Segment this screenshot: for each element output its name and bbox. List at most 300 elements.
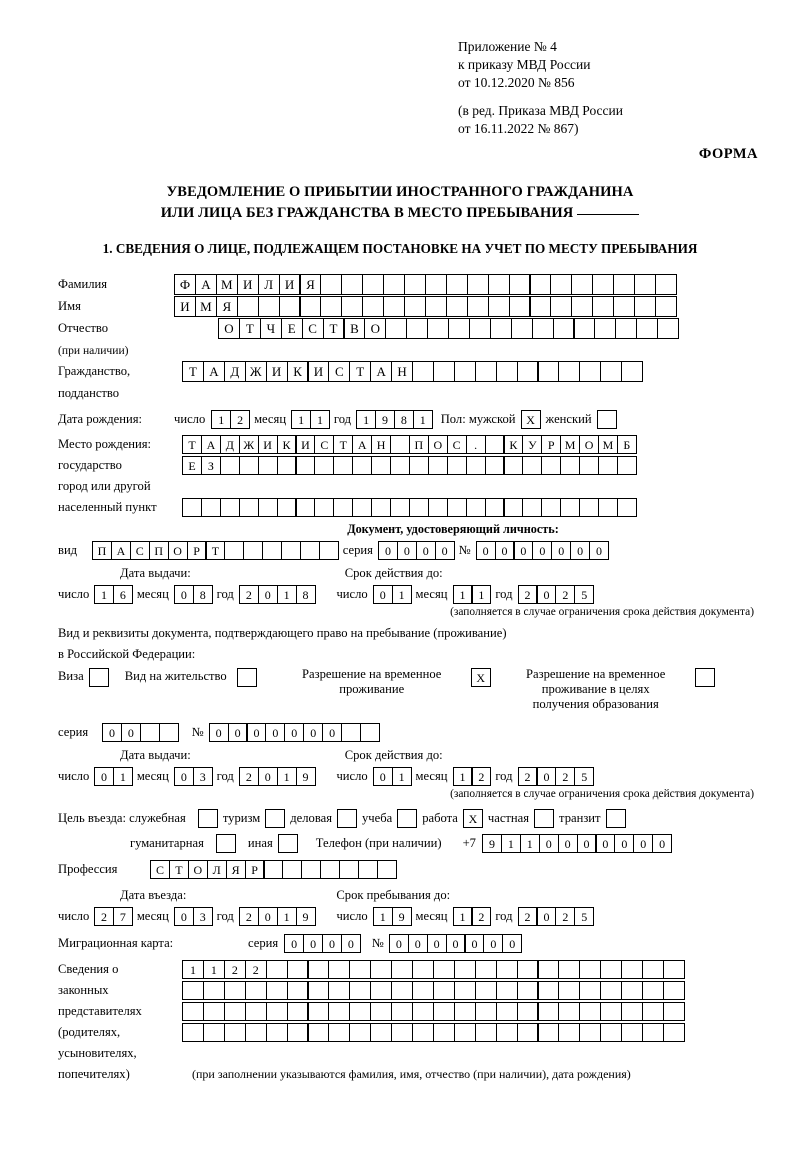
char-cell[interactable]: 1 <box>291 410 311 429</box>
char-cell[interactable] <box>360 723 380 742</box>
char-cell[interactable]: Е <box>281 318 303 339</box>
char-cell[interactable]: 9 <box>296 767 316 786</box>
char-cell[interactable]: 1 <box>356 410 376 429</box>
char-cell[interactable] <box>427 318 449 339</box>
char-cell[interactable] <box>571 274 593 295</box>
char-cell[interactable]: 0 <box>209 723 229 742</box>
char-cell[interactable]: 0 <box>397 541 417 560</box>
entry-year-input[interactable] <box>239 907 315 926</box>
char-cell[interactable]: И <box>279 274 301 295</box>
char-cell[interactable] <box>333 456 353 475</box>
char-cell[interactable]: 1 <box>277 907 297 926</box>
char-cell[interactable] <box>475 981 497 1000</box>
purpose-business-checkbox[interactable] <box>337 809 357 828</box>
char-cell[interactable]: 1 <box>182 960 204 979</box>
birth-day-input[interactable] <box>211 410 249 429</box>
purpose-transit-checkbox[interactable] <box>606 809 626 828</box>
char-cell[interactable]: 0 <box>228 723 248 742</box>
char-cell[interactable]: Ж <box>239 435 259 454</box>
char-cell[interactable]: 0 <box>502 934 522 953</box>
char-cell[interactable]: Р <box>541 435 561 454</box>
char-cell[interactable]: 3 <box>193 767 213 786</box>
char-cell[interactable]: 0 <box>483 934 503 953</box>
char-cell[interactable] <box>201 498 221 517</box>
char-cell[interactable] <box>371 498 391 517</box>
char-cell[interactable]: 9 <box>482 834 502 853</box>
char-cell[interactable] <box>475 960 497 979</box>
char-cell[interactable]: 0 <box>446 934 466 953</box>
char-cell[interactable]: 0 <box>378 541 398 560</box>
char-cell[interactable]: С <box>150 860 170 879</box>
char-cell[interactable] <box>454 981 476 1000</box>
char-cell[interactable] <box>349 981 371 1000</box>
char-cell[interactable] <box>642 1002 664 1021</box>
migration-series-input[interactable] <box>284 934 360 953</box>
char-cell[interactable] <box>592 274 614 295</box>
char-cell[interactable] <box>300 541 320 560</box>
char-cell[interactable] <box>517 1023 539 1042</box>
char-cell[interactable] <box>529 296 551 317</box>
char-cell[interactable]: 0 <box>495 541 515 560</box>
char-cell[interactable] <box>541 456 561 475</box>
char-cell[interactable]: 0 <box>595 834 615 853</box>
char-cell[interactable] <box>349 960 371 979</box>
profession-input[interactable] <box>150 860 396 879</box>
char-cell[interactable] <box>370 1023 392 1042</box>
char-cell[interactable] <box>425 296 447 317</box>
doc-number-input[interactable] <box>476 541 608 560</box>
stay-until-year-input[interactable] <box>518 907 594 926</box>
char-cell[interactable] <box>634 296 656 317</box>
char-cell[interactable] <box>600 361 622 382</box>
temp-residence-checkbox[interactable]: X <box>471 668 491 687</box>
char-cell[interactable] <box>328 981 350 1000</box>
char-cell[interactable] <box>558 361 580 382</box>
char-cell[interactable] <box>262 541 282 560</box>
char-cell[interactable] <box>412 1002 434 1021</box>
char-cell[interactable] <box>371 456 391 475</box>
char-cell[interactable] <box>390 435 410 454</box>
char-cell[interactable]: 0 <box>121 723 141 742</box>
char-cell[interactable] <box>404 296 426 317</box>
char-cell[interactable]: М <box>195 296 217 317</box>
entry-day-input[interactable] <box>94 907 132 926</box>
char-cell[interactable] <box>657 318 679 339</box>
char-cell[interactable] <box>390 456 410 475</box>
char-cell[interactable] <box>522 456 542 475</box>
char-cell[interactable] <box>159 723 179 742</box>
char-cell[interactable]: 0 <box>536 767 556 786</box>
char-cell[interactable] <box>307 981 329 1000</box>
char-cell[interactable] <box>237 296 259 317</box>
char-cell[interactable]: 2 <box>224 960 246 979</box>
char-cell[interactable] <box>263 860 283 879</box>
char-cell[interactable] <box>537 1023 559 1042</box>
stay-valid-month-input[interactable] <box>453 767 491 786</box>
char-cell[interactable]: 1 <box>453 767 473 786</box>
char-cell[interactable]: 2 <box>230 410 250 429</box>
char-cell[interactable]: Я <box>216 296 238 317</box>
visa-checkbox[interactable] <box>89 668 109 687</box>
char-cell[interactable] <box>558 1023 580 1042</box>
char-cell[interactable]: Ж <box>245 361 267 382</box>
char-cell[interactable] <box>537 960 559 979</box>
char-cell[interactable]: 1 <box>277 767 297 786</box>
surname-input[interactable] <box>174 274 676 295</box>
char-cell[interactable] <box>220 456 240 475</box>
char-cell[interactable] <box>579 498 599 517</box>
char-cell[interactable]: А <box>203 361 225 382</box>
char-cell[interactable] <box>517 361 539 382</box>
char-cell[interactable] <box>409 456 429 475</box>
citizenship-input[interactable] <box>182 361 642 382</box>
char-cell[interactable] <box>281 541 301 560</box>
migration-number-input[interactable] <box>389 934 521 953</box>
char-cell[interactable]: 1 <box>392 585 412 604</box>
char-cell[interactable] <box>621 1023 643 1042</box>
issue-day-input[interactable] <box>94 585 132 604</box>
char-cell[interactable] <box>370 1002 392 1021</box>
char-cell[interactable]: Л <box>258 274 280 295</box>
char-cell[interactable]: . <box>466 435 486 454</box>
char-cell[interactable] <box>503 456 523 475</box>
char-cell[interactable] <box>454 361 476 382</box>
char-cell[interactable]: С <box>130 541 150 560</box>
char-cell[interactable]: 0 <box>322 723 342 742</box>
char-cell[interactable] <box>655 274 677 295</box>
char-cell[interactable] <box>613 274 635 295</box>
char-cell[interactable] <box>454 1002 476 1021</box>
char-cell[interactable] <box>282 860 302 879</box>
char-cell[interactable]: О <box>218 318 240 339</box>
sex-female-checkbox[interactable] <box>597 410 617 429</box>
char-cell[interactable] <box>140 723 160 742</box>
char-cell[interactable] <box>307 960 329 979</box>
char-cell[interactable] <box>314 498 334 517</box>
char-cell[interactable] <box>349 1023 371 1042</box>
stay-valid-day-input[interactable] <box>373 767 411 786</box>
char-cell[interactable]: Я <box>226 860 246 879</box>
char-cell[interactable] <box>391 1002 413 1021</box>
char-cell[interactable] <box>573 318 595 339</box>
char-cell[interactable] <box>352 456 372 475</box>
char-cell[interactable]: Д <box>220 435 240 454</box>
char-cell[interactable] <box>642 981 664 1000</box>
char-cell[interactable] <box>182 981 204 1000</box>
char-cell[interactable]: 5 <box>574 585 594 604</box>
char-cell[interactable]: 2 <box>239 767 259 786</box>
char-cell[interactable] <box>333 498 353 517</box>
char-cell[interactable]: 0 <box>284 723 304 742</box>
char-cell[interactable] <box>509 274 531 295</box>
char-cell[interactable] <box>446 274 468 295</box>
char-cell[interactable] <box>239 498 259 517</box>
char-cell[interactable]: 8 <box>296 585 316 604</box>
char-cell[interactable] <box>594 318 616 339</box>
purpose-study-checkbox[interactable] <box>397 809 417 828</box>
char-cell[interactable]: П <box>92 541 112 560</box>
doc-series-input[interactable] <box>378 541 454 560</box>
purpose-service-checkbox[interactable] <box>198 809 218 828</box>
char-cell[interactable] <box>579 960 601 979</box>
char-cell[interactable]: 1 <box>501 834 521 853</box>
entry-month-input[interactable] <box>174 907 212 926</box>
char-cell[interactable]: 0 <box>102 723 122 742</box>
char-cell[interactable]: 0 <box>551 541 571 560</box>
birth-place-line-1[interactable] <box>182 435 636 454</box>
char-cell[interactable]: П <box>149 541 169 560</box>
char-cell[interactable] <box>433 1002 455 1021</box>
char-cell[interactable]: О <box>168 541 188 560</box>
char-cell[interactable]: Н <box>391 361 413 382</box>
char-cell[interactable] <box>496 1002 518 1021</box>
char-cell[interactable]: З <box>201 456 221 475</box>
char-cell[interactable] <box>592 296 614 317</box>
char-cell[interactable] <box>621 981 643 1000</box>
legal-rep-line-4[interactable] <box>182 1023 684 1042</box>
char-cell[interactable]: Я <box>299 274 321 295</box>
char-cell[interactable] <box>362 274 384 295</box>
char-cell[interactable] <box>182 1002 204 1021</box>
char-cell[interactable] <box>621 361 643 382</box>
char-cell[interactable]: 6 <box>113 585 133 604</box>
char-cell[interactable] <box>558 1002 580 1021</box>
char-cell[interactable]: К <box>503 435 523 454</box>
char-cell[interactable] <box>328 1002 350 1021</box>
char-cell[interactable] <box>517 960 539 979</box>
char-cell[interactable] <box>412 960 434 979</box>
char-cell[interactable] <box>617 498 637 517</box>
char-cell[interactable] <box>370 960 392 979</box>
char-cell[interactable] <box>613 296 635 317</box>
char-cell[interactable] <box>663 1023 685 1042</box>
char-cell[interactable] <box>224 1002 246 1021</box>
char-cell[interactable] <box>224 541 244 560</box>
char-cell[interactable] <box>634 274 656 295</box>
char-cell[interactable]: 2 <box>555 907 575 926</box>
char-cell[interactable]: Ч <box>260 318 282 339</box>
name-input[interactable] <box>174 296 676 317</box>
char-cell[interactable] <box>182 498 202 517</box>
char-cell[interactable]: 0 <box>258 907 278 926</box>
char-cell[interactable] <box>404 274 426 295</box>
char-cell[interactable] <box>537 361 559 382</box>
char-cell[interactable] <box>362 296 384 317</box>
char-cell[interactable] <box>509 296 531 317</box>
char-cell[interactable]: О <box>188 860 208 879</box>
char-cell[interactable]: 1 <box>94 585 114 604</box>
char-cell[interactable] <box>277 498 297 517</box>
char-cell[interactable]: 1 <box>392 767 412 786</box>
char-cell[interactable]: И <box>307 361 329 382</box>
stay-issue-month-input[interactable] <box>174 767 212 786</box>
char-cell[interactable]: И <box>174 296 196 317</box>
char-cell[interactable] <box>320 860 340 879</box>
char-cell[interactable]: 8 <box>394 410 414 429</box>
char-cell[interactable]: И <box>258 435 278 454</box>
char-cell[interactable] <box>636 318 658 339</box>
char-cell[interactable] <box>541 498 561 517</box>
char-cell[interactable] <box>307 1023 329 1042</box>
char-cell[interactable] <box>517 981 539 1000</box>
char-cell[interactable]: А <box>370 361 392 382</box>
char-cell[interactable]: О <box>364 318 386 339</box>
purpose-humanitarian-checkbox[interactable] <box>216 834 236 853</box>
char-cell[interactable] <box>433 981 455 1000</box>
char-cell[interactable] <box>558 981 580 1000</box>
char-cell[interactable]: 9 <box>296 907 316 926</box>
char-cell[interactable]: 0 <box>513 541 533 560</box>
char-cell[interactable]: 9 <box>375 410 395 429</box>
issue-month-input[interactable] <box>174 585 212 604</box>
char-cell[interactable] <box>579 361 601 382</box>
char-cell[interactable]: К <box>287 361 309 382</box>
char-cell[interactable] <box>383 296 405 317</box>
issue-year-input[interactable] <box>239 585 315 604</box>
char-cell[interactable] <box>406 318 428 339</box>
char-cell[interactable] <box>287 1002 309 1021</box>
valid-day-input[interactable] <box>373 585 411 604</box>
char-cell[interactable] <box>239 456 259 475</box>
char-cell[interactable] <box>496 1023 518 1042</box>
char-cell[interactable] <box>579 981 601 1000</box>
char-cell[interactable] <box>287 981 309 1000</box>
purpose-work-checkbox[interactable]: X <box>463 809 483 828</box>
char-cell[interactable]: С <box>328 361 350 382</box>
char-cell[interactable]: 0 <box>464 934 484 953</box>
stay-valid-year-input[interactable] <box>518 767 594 786</box>
char-cell[interactable] <box>287 960 309 979</box>
char-cell[interactable] <box>412 361 434 382</box>
char-cell[interactable] <box>287 1023 309 1042</box>
char-cell[interactable] <box>428 456 448 475</box>
char-cell[interactable] <box>558 960 580 979</box>
char-cell[interactable]: 0 <box>408 934 428 953</box>
char-cell[interactable]: 2 <box>518 585 538 604</box>
char-cell[interactable] <box>266 1023 288 1042</box>
char-cell[interactable] <box>339 860 359 879</box>
char-cell[interactable]: 2 <box>94 907 114 926</box>
char-cell[interactable]: Н <box>371 435 391 454</box>
char-cell[interactable]: 0 <box>427 934 447 953</box>
char-cell[interactable] <box>358 860 378 879</box>
char-cell[interactable] <box>496 981 518 1000</box>
char-cell[interactable] <box>383 274 405 295</box>
char-cell[interactable] <box>320 274 342 295</box>
char-cell[interactable] <box>390 498 410 517</box>
char-cell[interactable]: 0 <box>246 723 266 742</box>
char-cell[interactable]: 2 <box>555 767 575 786</box>
char-cell[interactable]: 0 <box>258 585 278 604</box>
char-cell[interactable] <box>258 296 280 317</box>
char-cell[interactable] <box>454 1023 476 1042</box>
char-cell[interactable] <box>433 960 455 979</box>
birth-place-line-3[interactable] <box>182 498 636 517</box>
char-cell[interactable] <box>475 1002 497 1021</box>
char-cell[interactable] <box>448 318 470 339</box>
birth-place-line-2[interactable] <box>182 456 636 475</box>
char-cell[interactable] <box>341 296 363 317</box>
char-cell[interactable] <box>391 960 413 979</box>
char-cell[interactable] <box>579 456 599 475</box>
char-cell[interactable] <box>266 1002 288 1021</box>
stay-series-input[interactable] <box>102 723 178 742</box>
char-cell[interactable]: 0 <box>476 541 496 560</box>
char-cell[interactable]: 7 <box>113 907 133 926</box>
stay-issue-day-input[interactable] <box>94 767 132 786</box>
char-cell[interactable] <box>266 960 288 979</box>
char-cell[interactable]: Б <box>617 435 637 454</box>
char-cell[interactable] <box>490 318 512 339</box>
char-cell[interactable] <box>352 498 372 517</box>
char-cell[interactable] <box>475 1023 497 1042</box>
char-cell[interactable]: 2 <box>518 767 538 786</box>
char-cell[interactable]: А <box>195 274 217 295</box>
char-cell[interactable] <box>560 498 580 517</box>
char-cell[interactable] <box>485 498 505 517</box>
char-cell[interactable]: 1 <box>453 907 473 926</box>
char-cell[interactable] <box>433 1023 455 1042</box>
char-cell[interactable] <box>517 1002 539 1021</box>
char-cell[interactable]: 0 <box>322 934 342 953</box>
char-cell[interactable]: Р <box>187 541 207 560</box>
char-cell[interactable]: 0 <box>577 834 597 853</box>
purpose-other-checkbox[interactable] <box>278 834 298 853</box>
char-cell[interactable]: Т <box>205 541 225 560</box>
stay-until-month-input[interactable] <box>453 907 491 926</box>
char-cell[interactable]: С <box>314 435 334 454</box>
char-cell[interactable] <box>203 981 225 1000</box>
char-cell[interactable] <box>320 296 342 317</box>
char-cell[interactable]: И <box>237 274 259 295</box>
char-cell[interactable]: Ф <box>174 274 196 295</box>
char-cell[interactable]: Л <box>207 860 227 879</box>
char-cell[interactable] <box>433 361 455 382</box>
char-cell[interactable]: 0 <box>303 934 323 953</box>
char-cell[interactable]: 0 <box>435 541 455 560</box>
char-cell[interactable]: О <box>579 435 599 454</box>
char-cell[interactable] <box>550 274 572 295</box>
char-cell[interactable] <box>341 274 363 295</box>
birth-year-input[interactable] <box>356 410 432 429</box>
char-cell[interactable] <box>529 274 551 295</box>
char-cell[interactable]: 2 <box>555 585 575 604</box>
char-cell[interactable] <box>485 435 505 454</box>
char-cell[interactable] <box>258 498 278 517</box>
char-cell[interactable] <box>224 1023 246 1042</box>
char-cell[interactable]: 1 <box>373 907 393 926</box>
char-cell[interactable] <box>488 274 510 295</box>
char-cell[interactable]: У <box>522 435 542 454</box>
char-cell[interactable]: 1 <box>113 767 133 786</box>
char-cell[interactable]: Т <box>169 860 189 879</box>
char-cell[interactable] <box>224 981 246 1000</box>
char-cell[interactable] <box>245 1023 267 1042</box>
char-cell[interactable]: 1 <box>453 585 473 604</box>
char-cell[interactable]: О <box>428 435 448 454</box>
doc-type-input[interactable] <box>92 541 338 560</box>
char-cell[interactable]: 0 <box>539 834 559 853</box>
char-cell[interactable]: 0 <box>373 767 393 786</box>
char-cell[interactable]: Р <box>245 860 265 879</box>
char-cell[interactable] <box>600 1002 622 1021</box>
char-cell[interactable] <box>377 860 397 879</box>
patronymic-input[interactable] <box>218 318 678 339</box>
char-cell[interactable] <box>537 1002 559 1021</box>
char-cell[interactable]: 0 <box>341 934 361 953</box>
char-cell[interactable]: 0 <box>373 585 393 604</box>
char-cell[interactable]: Т <box>182 435 202 454</box>
